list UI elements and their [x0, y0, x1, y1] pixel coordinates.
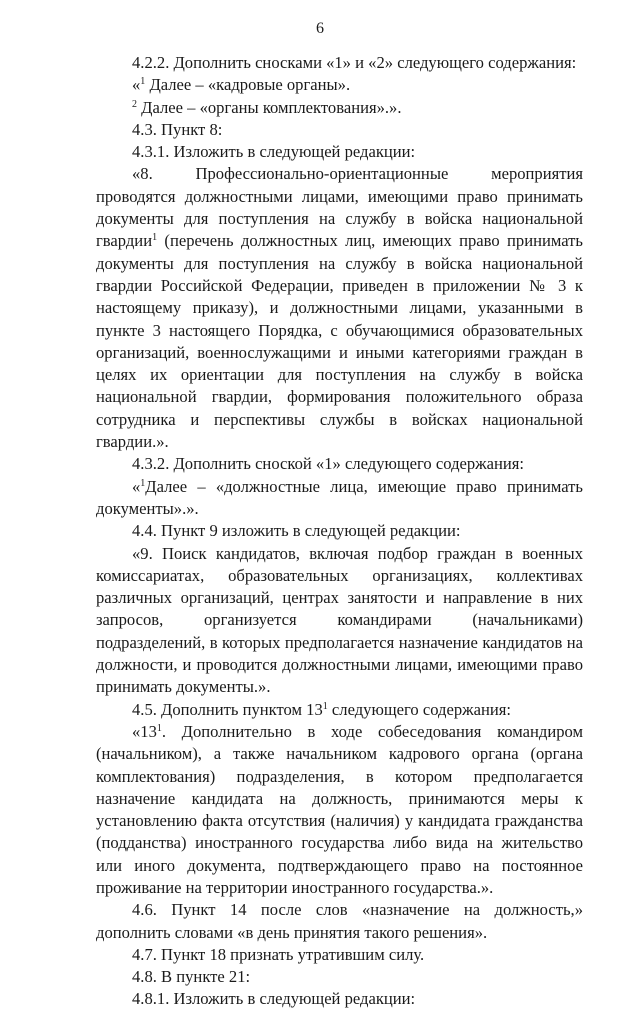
paragraph-4-3: 4.3. Пункт 8:: [132, 119, 223, 139]
paragraph-text: «13: [132, 721, 157, 741]
paragraph-item-8: [96, 163, 583, 453]
paragraph-4-3-1: 4.3.1. Изложить в следующей редакции:: [132, 142, 416, 162]
footnote-marker: 1: [152, 232, 158, 244]
paragraph-4-6: 4.6. Пункт 14 после слов «назначение на должность,» дополнить словами «в день принятия такого решения».: [96, 900, 583, 942]
paragraph-4-5: [96, 699, 583, 721]
paragraph-item-9: «9. Поиск кандидатов, включая подбор граждан в военных комиссариатах, образовательных организациях, коллективах различных организаций, центрах занятости и направление в них запросов, организуется командирами (начальниками) подразделений, в которых предполагается назначение кандидатов на должности, и проводится должностными лицами, имеющими право принимать документы.».: [96, 543, 583, 697]
superscript-marker: 1: [322, 700, 328, 712]
paragraph-4-3-2: 4.3.2. Дополнить сноской «1» следующего содержания:: [132, 454, 525, 474]
footnote-body: Далее – «органы комплектования».».: [137, 97, 402, 117]
footnote-marker: 1: [140, 477, 146, 489]
paragraph-4-8: 4.8. В пункте 21:: [132, 967, 251, 987]
quote-open: «: [132, 476, 141, 496]
page-number: 6: [316, 20, 324, 37]
paragraph-4-2-2: 4.2.2. Дополнить сносками «1» и «2» следующего содержания:: [132, 53, 577, 72]
superscript-marker: 1: [156, 722, 162, 734]
footnote-marker: 2: [132, 98, 137, 110]
paragraph-text: 4.5. Дополнить пунктом 13: [132, 699, 323, 719]
quote-open: «: [132, 75, 141, 95]
paragraph-4-4: 4.4. Пункт 9 изложить в следующей редакции:: [132, 521, 461, 541]
footnote-1-text: [96, 74, 583, 96]
footnote-body: Далее – «должностные лица, имеющие право принимать документы».».: [96, 476, 583, 518]
paragraph-text: «8. Профессионально-ориентационные мероприятия проводятся должностными лицами, имеющими право принимать документы для поступления на службу в войска национальной гвардии: [96, 164, 583, 251]
paragraph-text-cont: . Дополнительно в ходе собеседования командиром (начальником), а также начальником кадрового органа (органа комплектования) подразделения, в котором предполагается назначение кандидата на должность, принимаются меры к установлению факта отсутствия (наличия) у кандидата гражданства (подданства) иностранного государства либо вида на жительство или иного документа, подтверждающего право на постоянное проживание на территории иностранного государства.».: [96, 721, 583, 897]
footnote-body: Далее – «кадровые органы».: [145, 75, 351, 95]
paragraph-4-7: 4.7. Пункт 18 признать утратившим силу.: [132, 944, 425, 964]
footnote-marker: 1: [140, 76, 146, 88]
document-body: [96, 52, 583, 1011]
paragraph-text-cont: следующего содержания:: [327, 699, 511, 719]
footnote-2-text: [96, 97, 583, 119]
footnote-3-text: [96, 476, 583, 521]
paragraph-text-cont: (перечень должностных лиц, имеющих право принимать документы для поступления на службу в войска национальной гвардии Российской Федерации, приведен в приложении № 3 к настоящему приказу), и должностными лицами, указанными в пункте 3 настоящего Порядка, с обучающимися образовательных организаций, военнослужащими и иными категориями граждан в целях их ориентации для поступления на службу в войска национальной гвардии, формирования положительного образа сотрудника и перспективы службы в войсках национальной гвардии.».: [96, 231, 583, 452]
paragraph-item-13-1: [96, 721, 583, 899]
paragraph-4-8-1: 4.8.1. Изложить в следующей редакции:: [132, 989, 416, 1009]
